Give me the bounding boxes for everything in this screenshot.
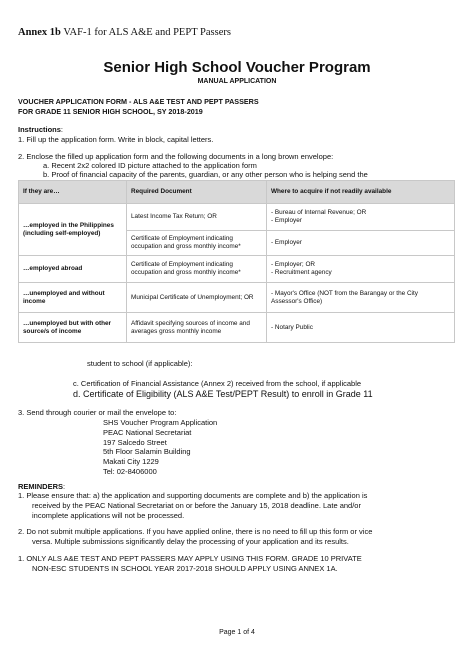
table-header-condition: If they are…	[19, 181, 127, 204]
instruction-step-2: 2. Enclose the filled up application form and the following documents in a long brown envelope:	[18, 152, 334, 161]
reminder-line: 1. ONLY ALS A&E TEST AND PEPT PASSERS MAY APPLY USING THIS FORM. GRADE 10 PRIVATE	[18, 554, 362, 563]
document-cell: Affidavit specifying sources of income and averages gross monthly income	[127, 313, 267, 343]
address-line: 197 Salcedo Street	[103, 437, 167, 447]
document-cell: Certificate of Employment indicating occupation and gross monthly income*	[127, 231, 267, 256]
form-title-line-2: FOR GRADE 11 SENIOR HIGH SCHOOL, SY 2018-2019	[18, 107, 203, 116]
document-cell: Latest Income Tax Return; OR	[127, 204, 267, 231]
reminder-line: 2. Do not submit multiple applications. If you have applied online, there is no need to fill up this form or vice	[18, 527, 373, 536]
where-cell	[267, 231, 455, 256]
instructions-heading: Instructions:	[18, 125, 64, 134]
form-title-line-1: VOUCHER APPLICATION FORM - ALS A&E TEST AND PEPT PASSERS	[18, 97, 259, 106]
reminders-label: REMINDERS	[18, 482, 64, 491]
continuation-text: student to school (if applicable):	[87, 359, 193, 368]
address-line: SHS Voucher Program Application	[103, 418, 218, 427]
form-heading	[18, 97, 259, 117]
table-header-document: Required Document	[127, 181, 267, 204]
instruction-step-2d: d. Certificate of Eligibility (ALS A&E Test/PEPT Result) to enroll in Grade 11	[73, 389, 373, 399]
reminder-2	[18, 527, 372, 547]
page-title: Senior High School Voucher Program	[103, 59, 371, 76]
page-subtitle: MANUAL APPLICATION	[197, 78, 277, 85]
instruction-step-2a: a. Recent 2x2 colored ID picture attached to the application form	[43, 161, 257, 170]
instruction-step-2b: b. Proof of financial capacity of the parents, guardian, or any other person who is helping send the	[43, 170, 368, 179]
where-item: - Bureau of Internal Revenue; OR	[271, 209, 450, 217]
instruction-step-1: 1. Fill up the application form. Write in block, capital letters.	[18, 135, 214, 144]
reminder-line: NON-ESC STUDENTS IN SCHOOL YEAR 2017-2018 SHOULD APPLY USING ANNEX 1A.	[32, 564, 338, 573]
reminder-3	[18, 554, 362, 574]
document-cell: Certificate of Employment indicating occupation and gross monthly income*	[127, 256, 267, 283]
condition-cell: …employed in the Philippines (including self-employed)	[19, 204, 127, 256]
condition-cell: …unemployed but with other source/s of income	[19, 313, 127, 343]
table-row	[19, 313, 455, 343]
table-row	[19, 283, 455, 313]
where-item: - Employer; OR	[271, 261, 450, 269]
where-cell	[267, 256, 455, 283]
page-number: Page 1 of 4	[219, 629, 255, 636]
reminder-line: 1. Please ensure that: a) the application and supporting documents are complete and b) the application is	[18, 491, 368, 500]
reminder-line: received by the PEAC National Secretariat on or before the January 15, 2018 deadline. Late and/or	[32, 501, 361, 510]
where-item: - Notary Public	[271, 324, 450, 332]
required-documents-table	[18, 180, 455, 343]
where-cell	[267, 313, 455, 343]
mailing-address	[103, 418, 217, 477]
where-item: - Recruitment agency	[271, 269, 450, 277]
instructions-label: Instructions	[18, 125, 61, 134]
document-cell: Municipal Certificate of Unemployment; OR	[127, 283, 267, 313]
table-row	[19, 204, 455, 231]
condition-cell: …employed abroad	[19, 256, 127, 283]
reminder-1	[18, 491, 367, 521]
address-line: Tel: 02-8406000	[103, 466, 157, 476]
where-item: - Employer	[271, 217, 450, 225]
address-line: 5th Floor Salamin Building	[103, 447, 191, 457]
table-header-where: Where to acquire if not readily available	[267, 181, 455, 204]
where-cell	[267, 283, 455, 313]
address-line: PEAC National Secretariat	[103, 427, 192, 437]
where-cell	[267, 204, 455, 231]
where-item: - Employer	[271, 239, 450, 247]
table-header-row	[19, 181, 455, 204]
reminder-line: versa. Multiple submissions significantly delay the processing of your application and its results.	[32, 537, 349, 546]
address-line: Makati City 1229	[103, 457, 159, 467]
annex-prefix: Annex 1b	[18, 27, 61, 38]
reminder-line: incomplete applications will not be processed.	[32, 511, 185, 520]
instruction-step-3: 3. Send through courier or mail the envelope to:	[18, 408, 177, 417]
annex-header	[18, 27, 231, 38]
condition-cell: …unemployed and without income	[19, 283, 127, 313]
instruction-step-2c: c. Certification of Financial Assistance (Annex 2) received from the school, if applicable	[73, 379, 362, 388]
table-row	[19, 256, 455, 283]
reminders-heading: REMINDERS:	[18, 482, 66, 491]
annex-title: VAF-1 for ALS A&E and PEPT Passers	[63, 27, 231, 38]
where-item: - Mayor's Office (NOT from the Barangay or the City Assessor's Office)	[271, 290, 450, 306]
